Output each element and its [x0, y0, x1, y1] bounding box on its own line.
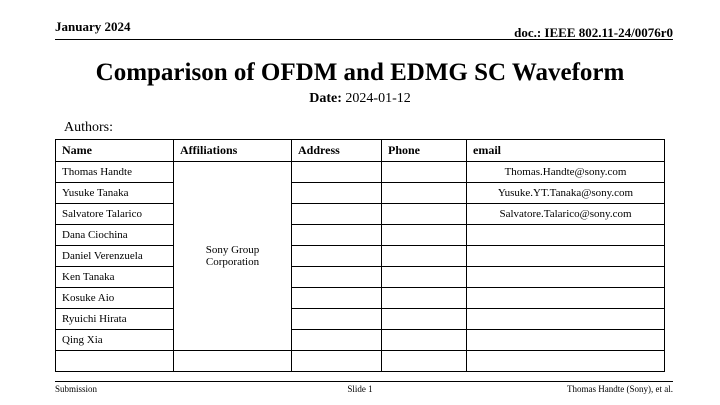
author-phone	[382, 162, 467, 183]
footer-submission: Submission	[55, 384, 98, 394]
footer-author: Thomas Handte (Sony), et al.	[567, 384, 673, 394]
header-doc-id: doc.: IEEE 802.11-24/0076r0	[514, 25, 673, 40]
author-address	[292, 309, 382, 330]
author-email: Thomas.Handte@sony.com	[467, 162, 665, 183]
author-email	[467, 309, 665, 330]
author-phone	[382, 309, 467, 330]
author-email	[467, 288, 665, 309]
table-header-row	[56, 140, 665, 162]
author-phone	[382, 351, 467, 372]
author-address	[292, 351, 382, 372]
author-name	[56, 351, 174, 372]
header-divider	[55, 39, 673, 40]
author-address	[292, 183, 382, 204]
author-name: Ken Tanaka	[56, 267, 174, 288]
table-row	[56, 267, 665, 288]
author-name: Ryuichi Hirata	[56, 309, 174, 330]
table-row	[56, 330, 665, 351]
author-address	[292, 288, 382, 309]
col-header-phone: Phone	[382, 140, 467, 162]
author-phone	[382, 246, 467, 267]
date-label: Date:	[309, 91, 342, 106]
table-row	[56, 162, 665, 183]
author-name: Qing Xia	[56, 330, 174, 351]
author-phone	[382, 225, 467, 246]
footer-slide-number: Slide 1	[347, 384, 373, 394]
author-address	[292, 246, 382, 267]
author-address	[292, 204, 382, 225]
author-phone	[382, 288, 467, 309]
table-row	[56, 225, 665, 246]
authors-label: Authors:	[64, 120, 113, 135]
author-name: Dana Ciochina	[56, 225, 174, 246]
author-phone	[382, 204, 467, 225]
table-row	[56, 351, 665, 372]
col-header-name: Name	[56, 140, 174, 162]
slide-date	[0, 91, 720, 107]
author-address	[292, 267, 382, 288]
author-name: Thomas Handte	[56, 162, 174, 183]
footer-divider	[55, 381, 673, 382]
table-row	[56, 288, 665, 309]
author-name: Salvatore Talarico	[56, 204, 174, 225]
table-row	[56, 309, 665, 330]
col-header-email: email	[467, 140, 665, 162]
table-row	[56, 204, 665, 225]
table-row	[56, 246, 665, 267]
author-email	[467, 351, 665, 372]
author-address	[292, 225, 382, 246]
authors-table	[55, 139, 665, 372]
author-email	[467, 225, 665, 246]
author-address	[292, 330, 382, 351]
author-email	[467, 267, 665, 288]
table-row	[56, 183, 665, 204]
author-name: Daniel Verenzuela	[56, 246, 174, 267]
author-name: Kosuke Aio	[56, 288, 174, 309]
header-date: January 2024	[55, 19, 131, 34]
author-affiliation: Sony Group Corporation	[174, 162, 292, 351]
author-email	[467, 330, 665, 351]
author-email	[467, 246, 665, 267]
author-address	[292, 162, 382, 183]
author-email: Salvatore.Talarico@sony.com	[467, 204, 665, 225]
date-value: 2024-01-12	[345, 91, 411, 106]
author-affiliation-empty	[174, 351, 292, 372]
slide-title: Comparison of OFDM and EDMG SC Waveform	[95, 59, 625, 86]
author-phone	[382, 330, 467, 351]
author-name: Yusuke Tanaka	[56, 183, 174, 204]
author-phone	[382, 267, 467, 288]
author-email: Yusuke.YT.Tanaka@sony.com	[467, 183, 665, 204]
author-phone	[382, 183, 467, 204]
col-header-affiliations: Affiliations	[174, 140, 292, 162]
col-header-address: Address	[292, 140, 382, 162]
